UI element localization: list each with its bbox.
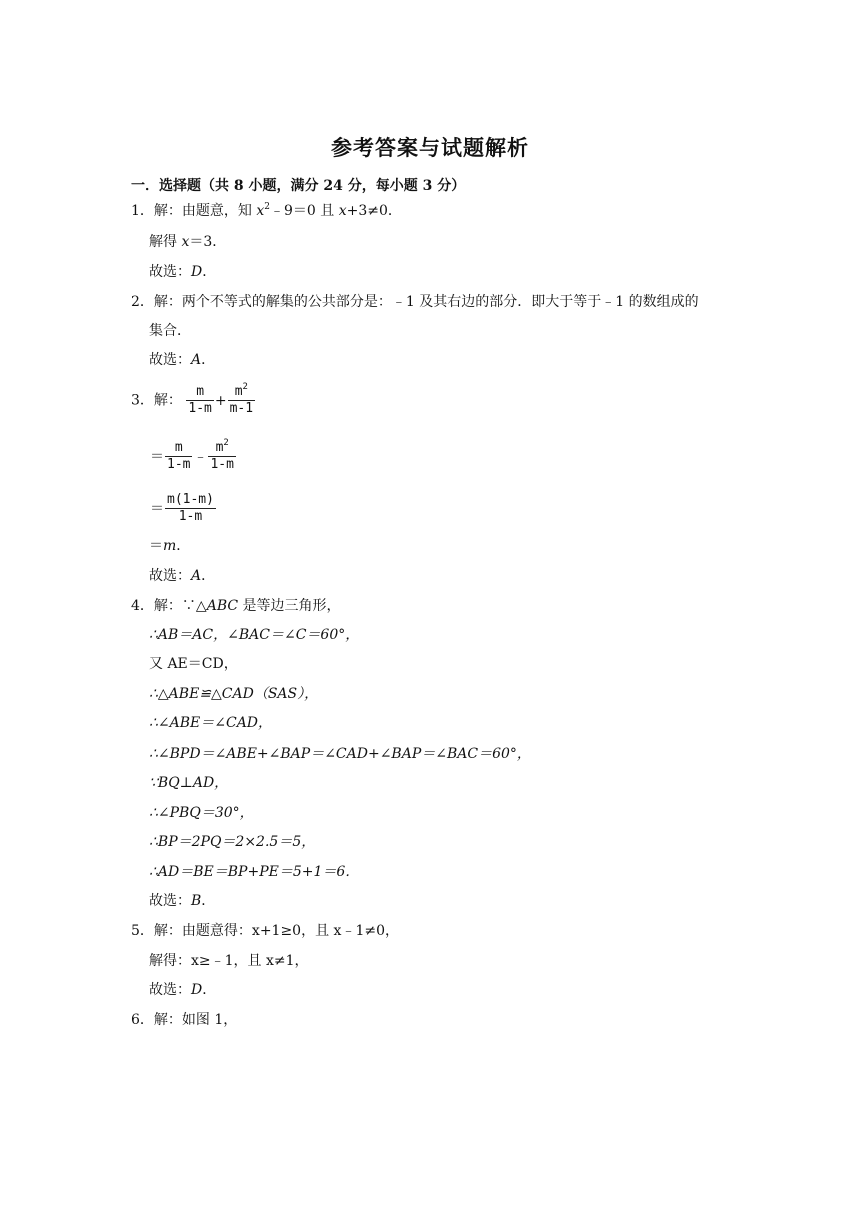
q3-line1: 3．解： $\frac{m}{1-m}$ + $\frac{m^2}{m-1}$	[131, 382, 254, 416]
q4-line8: ∴∠PBQ＝30°，	[149, 805, 254, 821]
q4-line7: ∵BQ⊥AD，	[149, 775, 229, 791]
q5-line1: 5．解：由题意得：x+1≥0，且 x﹣1≠0，	[131, 923, 399, 939]
q4-answer: 故选：B．	[149, 893, 216, 909]
q4-line4: ∴△ABE≌△CAD（SAS），	[149, 686, 319, 702]
q1-answer: 故选：D．	[149, 264, 217, 280]
q3-line4: ＝m．	[149, 538, 191, 554]
q3-line3: ＝ $\frac{m(1-m)}{1-m}$	[150, 492, 214, 524]
q5-line2: 解得：x≥﹣1，且 x≠1，	[149, 953, 309, 969]
q1-line2: 解得 x＝3．	[149, 234, 227, 250]
page-title: 参考答案与试题解析	[331, 135, 529, 160]
fraction: $\frac{m^2}{1-m}$	[210, 438, 234, 472]
q4-line9: ∴BP＝2PQ＝2×2.5＝5，	[149, 834, 316, 850]
q2-answer: 故选：A．	[149, 352, 216, 368]
q6-line1: 6．解：如图 1，	[131, 1012, 238, 1028]
section-heading: 一．选择题（共 8 小题，满分 24 分，每小题 3 分）	[131, 178, 466, 194]
q4-line2: ∴AB＝AC，∠BAC＝∠C＝60°，	[149, 627, 360, 643]
q2-line1: 2．解：两个不等式的解集的公共部分是：﹣1 及其右边的部分．即大于等于﹣1 的数组成的	[131, 294, 699, 310]
fraction: $\frac{m(1-m)}{1-m}$	[167, 492, 214, 524]
q4-line3: 又 AE＝CD，	[149, 656, 238, 672]
q4-line5: ∴∠ABE＝∠CAD，	[149, 715, 273, 731]
q2-line2: 集合．	[149, 323, 191, 339]
q4-line6: ∴∠BPD＝∠ABE+∠BAP＝∠CAD+∠BAP＝∠BAC＝60°，	[149, 746, 531, 762]
q4-line1: 4．解：∵△ABC 是等边三角形，	[131, 598, 341, 614]
q3-answer: 故选：A．	[149, 568, 216, 584]
q1-line1: 1．解：由题意，知 $x^2﹣9=0$ 且 x+3≠0．	[131, 202, 402, 219]
fraction: $\frac{m}{1-m}$	[167, 440, 191, 472]
fraction: $\frac{m^2}{m-1}$	[229, 382, 254, 416]
fraction: $\frac{m}{1-m}$	[188, 384, 212, 416]
q4-line10: ∴AD＝BE＝BP+PE＝5+1＝6．	[149, 864, 360, 880]
q3-line2: ＝ $\frac{m}{1-m}$ ﹣ $\frac{m^2}{1-m}$	[150, 438, 234, 472]
q5-answer: 故选：D．	[149, 982, 217, 998]
